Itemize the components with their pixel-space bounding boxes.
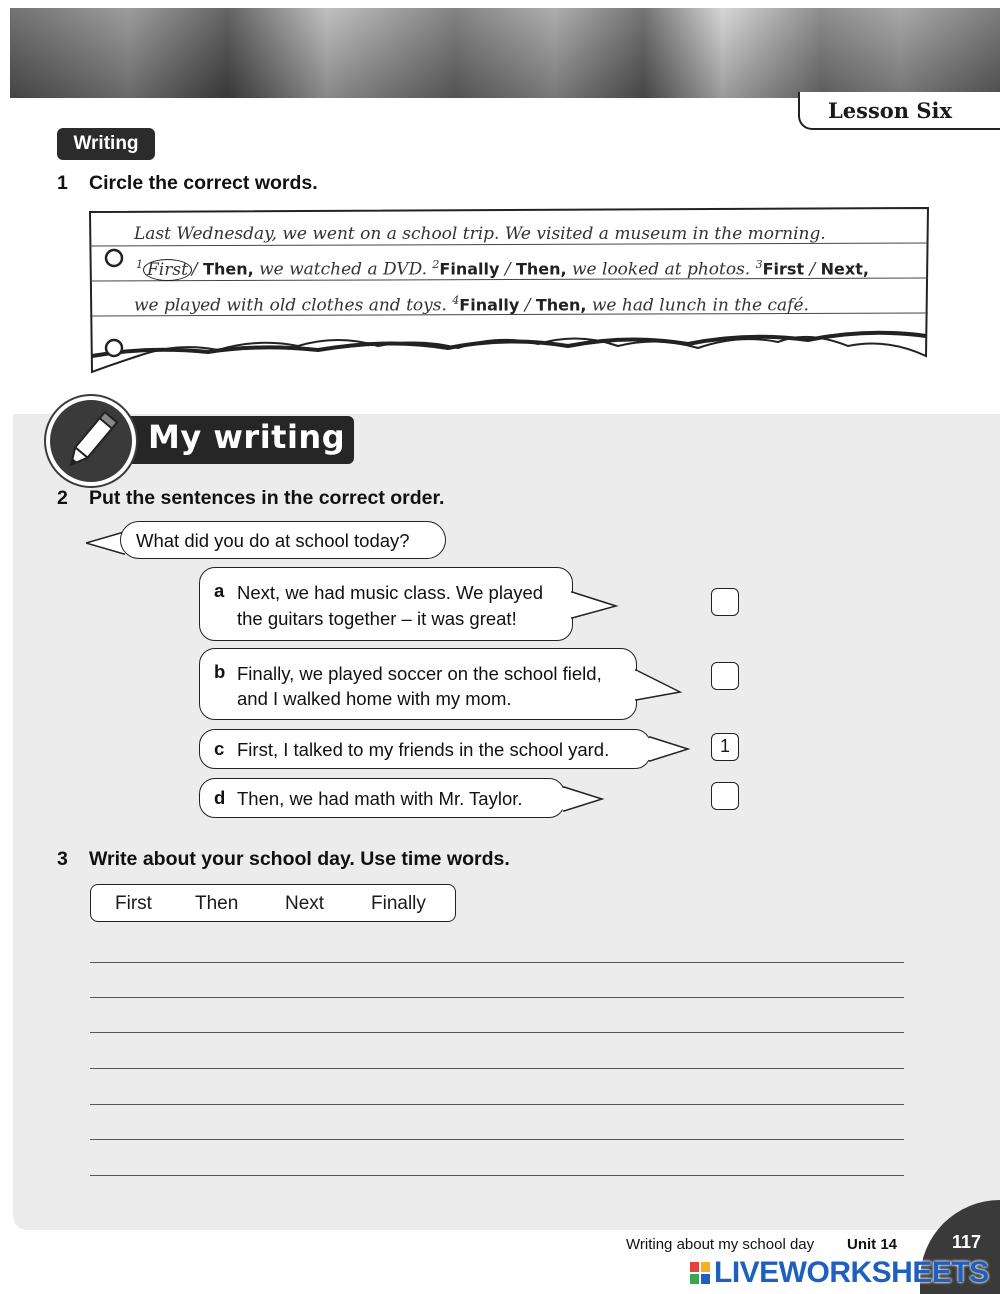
question-bubble	[120, 521, 446, 559]
time-word: Next	[285, 893, 325, 914]
bubble-tail-a	[570, 590, 620, 620]
sentence-line: and I walked home with my mom.	[237, 688, 512, 709]
choice-first[interactable]: First	[762, 259, 805, 279]
writing-line[interactable]	[90, 1139, 904, 1140]
sentence-bubble-d	[199, 778, 565, 818]
item-letter: b	[214, 661, 226, 682]
exercise-2-heading	[57, 487, 444, 510]
footer-topic: Writing about my school day	[626, 1236, 815, 1253]
sentence-bubble-b	[199, 648, 637, 720]
slash: /	[804, 259, 821, 280]
exercise-1-heading	[57, 172, 318, 195]
exercise-3-heading	[57, 848, 510, 871]
sentence-line: Then, we had math with Mr. Taylor.	[237, 788, 523, 809]
exercise-3-number: 3	[57, 848, 68, 870]
bubble-tail-b	[634, 668, 684, 704]
slash: /	[191, 259, 204, 280]
item-letter: a	[214, 580, 225, 601]
writing-line[interactable]	[90, 962, 904, 963]
choice-first-circled[interactable]: First	[143, 259, 192, 281]
section-label: Writing	[57, 128, 155, 160]
exercise-1-instruction: Circle the correct words.	[89, 172, 318, 194]
exercise-1-number: 1	[57, 172, 68, 194]
sentence-line: First, I talked to my friends in the school yard.	[237, 739, 610, 760]
answer-box-d[interactable]	[711, 782, 739, 810]
liveworksheets-logo-icon	[690, 1262, 710, 1284]
lesson-title: Lesson Six	[798, 92, 1000, 130]
writing-line[interactable]	[90, 1104, 904, 1105]
choice-next[interactable]: Next,	[820, 259, 869, 279]
choice-then[interactable]: Then,	[515, 259, 567, 279]
gap-number: 4	[452, 294, 460, 307]
exercise-3-instruction: Write about your school day. Use time words.	[89, 848, 510, 870]
sentence-line: Finally, we played soccer on the school field,	[237, 663, 602, 684]
time-word: First	[115, 893, 152, 914]
sentence-line: the guitars together – it was great!	[237, 608, 517, 629]
story-text: we had lunch in the café.	[586, 295, 809, 316]
answer-box-a[interactable]	[711, 588, 739, 616]
footer-unit: Unit 14	[847, 1236, 898, 1253]
answer-box-b[interactable]	[711, 662, 739, 690]
sentence-bubble-c	[199, 729, 651, 769]
writing-line[interactable]	[90, 1032, 904, 1033]
answer-box-c[interactable]: 1	[711, 733, 739, 761]
pencil-icon	[50, 400, 132, 482]
slash: /	[519, 295, 536, 316]
header-banner	[10, 8, 1000, 98]
exercise-2-number: 2	[57, 487, 68, 509]
choice-then[interactable]: Then,	[203, 259, 254, 279]
time-word: Then	[195, 893, 239, 914]
notepad	[88, 206, 930, 374]
story-line-2	[136, 258, 869, 280]
gap-number: 3	[755, 258, 763, 271]
writing-line[interactable]	[90, 997, 904, 998]
item-letter: c	[214, 738, 225, 759]
gap-number: 1	[136, 258, 143, 271]
bubble-tail-d	[562, 784, 606, 814]
gap-number: 2	[432, 258, 440, 271]
choice-then[interactable]: Then,	[535, 295, 587, 315]
writing-line[interactable]	[90, 1068, 904, 1069]
item-letter: d	[214, 787, 226, 808]
story-line-1: Last Wednesday, we went on a school trip. We visited a museum in the morning.	[134, 224, 826, 244]
sentence-line: Next, we had music class. We played	[237, 582, 544, 603]
page-number: 117	[952, 1232, 982, 1252]
pencil-badge	[46, 396, 136, 486]
bubble-tail-c	[648, 734, 692, 764]
sentence-bubble-a	[199, 567, 573, 641]
my-writing-title: My writing	[148, 418, 346, 456]
choice-finally[interactable]: Finally	[439, 259, 500, 279]
question-text: What did you do at school today?	[136, 530, 410, 551]
exercise-2-instruction: Put the sentences in the correct order.	[89, 487, 445, 509]
time-words-box	[90, 884, 456, 922]
story-text: we looked at photos.	[566, 259, 756, 280]
story-text: we watched a DVD.	[253, 259, 433, 280]
writing-line[interactable]	[90, 1175, 904, 1176]
slash: /	[499, 259, 516, 280]
time-word: Finally	[371, 893, 426, 914]
liveworksheets-watermark[interactable]: LIVEWORKSHEETS	[714, 1256, 989, 1289]
choice-finally[interactable]: Finally	[459, 295, 520, 315]
story-line-3	[134, 294, 809, 316]
story-text: we played with old clothes and toys.	[134, 295, 453, 316]
